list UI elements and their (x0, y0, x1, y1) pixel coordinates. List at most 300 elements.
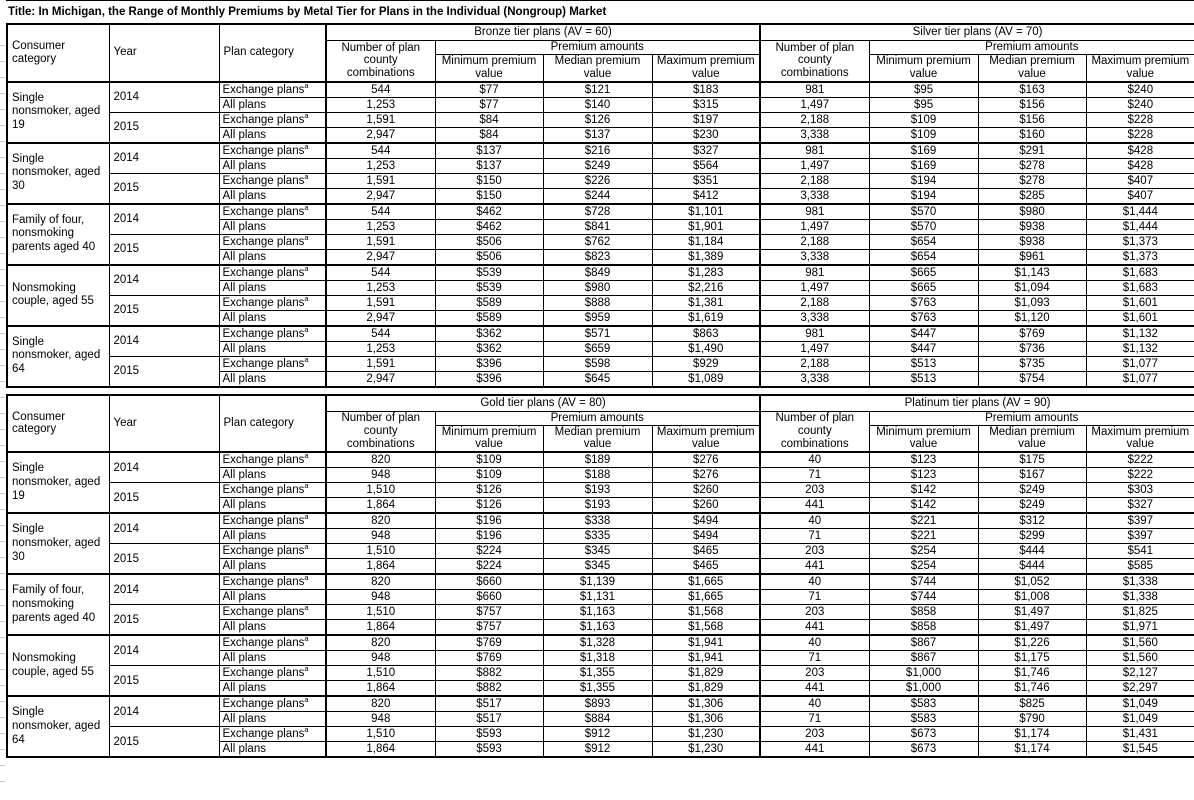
value-cell: $1,131 (543, 590, 652, 605)
table-row (7, 544, 1194, 559)
value-cell: $1,490 (652, 341, 760, 356)
table-row (7, 295, 1194, 310)
value-cell: 1,497 (760, 97, 869, 112)
value-cell: $754 (978, 371, 1086, 387)
value-cell: $769 (978, 326, 1086, 342)
value-cell: $912 (543, 727, 652, 742)
header-tier-group-2: Silver tier plans (AV = 70) (760, 24, 1194, 41)
value-cell: $841 (543, 219, 652, 234)
value-cell: $589 (435, 295, 543, 310)
value-cell: $396 (435, 371, 543, 387)
value-cell: $929 (652, 356, 760, 371)
plan-category-cell: All plans (219, 590, 326, 605)
value-cell: $673 (869, 742, 978, 758)
plan-category-cell: Exchange plans$^a$ (219, 295, 326, 310)
value-cell: $249 (978, 483, 1086, 498)
value-cell: $757 (435, 605, 543, 620)
value-cell: $583 (869, 712, 978, 727)
value-cell: $189 (543, 452, 652, 468)
plan-category-cell: Exchange plans$^a$ (219, 82, 326, 98)
consumer-category-cell: Nonsmoking couple, aged 55 (7, 265, 109, 326)
left-gutter (0, 30, 5, 782)
value-cell: 948 (326, 712, 435, 727)
value-cell: 441 (760, 742, 869, 758)
value-cell: 3,338 (760, 127, 869, 143)
value-cell: $825 (978, 696, 1086, 712)
plan-category-cell: All plans (219, 280, 326, 295)
plan-category-cell: All plans (219, 97, 326, 112)
value-cell: 1,591 (326, 112, 435, 127)
value-cell: $1,568 (652, 605, 760, 620)
value-cell: $121 (543, 82, 652, 98)
value-cell: $447 (869, 326, 978, 342)
plan-category-cell: All plans (219, 742, 326, 758)
plan-category-cell: Exchange plans$^a$ (219, 483, 326, 498)
value-cell: $571 (543, 326, 652, 342)
value-cell: $1,077 (1086, 371, 1194, 387)
footnote-superscript: a (304, 452, 309, 461)
value-cell: $95 (869, 82, 978, 98)
value-cell: 1,253 (326, 219, 435, 234)
value-cell: 1,510 (326, 544, 435, 559)
value-cell: $744 (869, 590, 978, 605)
header-consumer-category: Consumer category (7, 395, 109, 453)
header-minimum-premium: Minimum premium value (869, 425, 978, 452)
footnote-superscript: a (304, 513, 309, 522)
value-cell: $224 (435, 544, 543, 559)
header-maximum-premium: Maximum premium value (652, 425, 760, 452)
value-cell: $1,230 (652, 742, 760, 758)
header-premium-amounts: Premium amounts (869, 411, 1194, 425)
year-cell: 2015 (109, 112, 219, 143)
value-cell: $167 (978, 468, 1086, 483)
plan-category-cell: Exchange plans$^a$ (219, 112, 326, 127)
footnote-superscript: a (304, 543, 309, 552)
value-cell: $303 (1086, 483, 1194, 498)
consumer-category-cell: Family of four, nonsmoking parents aged 40 (7, 574, 109, 635)
value-cell: $1,941 (652, 651, 760, 666)
header-median-premium: Median premium value (978, 425, 1086, 452)
plan-category-cell: All plans (219, 681, 326, 697)
value-cell: $428 (1086, 158, 1194, 173)
header-median-premium: Median premium value (978, 54, 1086, 81)
value-cell: $1,163 (543, 620, 652, 636)
value-cell: $506 (435, 234, 543, 249)
consumer-category-cell: Single nonsmoker, aged 64 (7, 326, 109, 387)
table-row (7, 635, 1194, 651)
value-cell: $1,381 (652, 295, 760, 310)
value-cell: $462 (435, 219, 543, 234)
value-cell: 40 (760, 574, 869, 590)
value-cell: $2,297 (1086, 681, 1194, 697)
value-cell: $193 (543, 483, 652, 498)
value-cell: $345 (543, 544, 652, 559)
plan-category-cell: Exchange plans$^a$ (219, 574, 326, 590)
value-cell: $564 (652, 158, 760, 173)
table-row (7, 356, 1194, 371)
value-cell: $736 (978, 341, 1086, 356)
value-cell: $757 (435, 620, 543, 636)
value-cell: 2,188 (760, 234, 869, 249)
value-cell: $1,328 (543, 635, 652, 651)
value-cell: 1,864 (326, 559, 435, 575)
value-cell: 1,591 (326, 356, 435, 371)
table-row (7, 483, 1194, 498)
value-cell: 948 (326, 529, 435, 544)
plan-category-cell: Exchange plans$^a$ (219, 452, 326, 468)
value-cell: $123 (869, 452, 978, 468)
value-cell: 981 (760, 82, 869, 98)
value-cell: 981 (760, 204, 869, 220)
value-cell: $1,683 (1086, 280, 1194, 295)
plan-category-cell: All plans (219, 712, 326, 727)
value-cell: $126 (543, 112, 652, 127)
plan-category-cell: Exchange plans$^a$ (219, 326, 326, 342)
footnote-superscript: a (304, 665, 309, 674)
value-cell: $1,163 (543, 605, 652, 620)
table-row (7, 143, 1194, 159)
value-cell: 948 (326, 468, 435, 483)
value-cell: $763 (869, 295, 978, 310)
value-cell: 2,947 (326, 188, 435, 204)
value-cell: $938 (978, 219, 1086, 234)
value-cell: $884 (543, 712, 652, 727)
value-cell: 3,338 (760, 371, 869, 387)
value-cell: $1,283 (652, 265, 760, 281)
year-cell: 2014 (109, 635, 219, 666)
plan-category-cell: All plans (219, 188, 326, 204)
value-cell: 544 (326, 204, 435, 220)
value-cell: 40 (760, 696, 869, 712)
value-cell: $260 (652, 498, 760, 514)
value-cell: $1,355 (543, 681, 652, 697)
value-cell: $1,230 (652, 727, 760, 742)
value-cell: $1,077 (1086, 356, 1194, 371)
value-cell: $823 (543, 249, 652, 265)
value-cell: $222 (1086, 452, 1194, 468)
value-cell: $315 (652, 97, 760, 112)
year-cell: 2014 (109, 574, 219, 605)
value-cell: 1,253 (326, 97, 435, 112)
value-cell: $790 (978, 712, 1086, 727)
value-cell: $763 (869, 310, 978, 326)
value-cell: 71 (760, 468, 869, 483)
consumer-category-cell: Single nonsmoker, aged 30 (7, 143, 109, 204)
value-cell: $221 (869, 513, 978, 529)
plan-category-cell: Exchange plans$^a$ (219, 204, 326, 220)
value-cell: $1,683 (1086, 265, 1194, 281)
plan-category-cell: Exchange plans$^a$ (219, 666, 326, 681)
value-cell: $1,568 (652, 620, 760, 636)
value-cell: $137 (435, 158, 543, 173)
value-cell: $278 (978, 158, 1086, 173)
plan-category-cell: All plans (219, 620, 326, 636)
value-cell: $762 (543, 234, 652, 249)
value-cell: $1,000 (869, 666, 978, 681)
value-cell: $1,338 (1086, 590, 1194, 605)
value-cell: 40 (760, 635, 869, 651)
year-cell: 2014 (109, 143, 219, 174)
value-cell: $882 (435, 681, 543, 697)
value-cell: $249 (543, 158, 652, 173)
year-cell: 2014 (109, 696, 219, 727)
table-row (7, 234, 1194, 249)
value-cell: $858 (869, 605, 978, 620)
value-cell: $645 (543, 371, 652, 387)
value-cell: $1,338 (1086, 574, 1194, 590)
header-plan-category: Plan category (219, 24, 326, 82)
value-cell: $583 (869, 696, 978, 712)
value-cell: 544 (326, 82, 435, 98)
header-year: Year (109, 24, 219, 82)
value-cell: $660 (435, 590, 543, 605)
value-cell: $1,008 (978, 590, 1086, 605)
header-consumer-category: Consumer category (7, 24, 109, 82)
consumer-category-cell: Single nonsmoker, aged 30 (7, 513, 109, 574)
value-cell: $462 (435, 204, 543, 220)
value-cell: 441 (760, 498, 869, 514)
value-cell: $893 (543, 696, 652, 712)
value-cell: $327 (652, 143, 760, 159)
value-cell: 71 (760, 590, 869, 605)
value-cell: $109 (435, 468, 543, 483)
header-row-tiers (7, 395, 1194, 412)
value-cell: $240 (1086, 97, 1194, 112)
value-cell: 2,947 (326, 249, 435, 265)
value-cell: $465 (652, 559, 760, 575)
header-combinations: Number of plan county combinations (326, 41, 435, 82)
value-cell: $183 (652, 82, 760, 98)
header-maximum-premium: Maximum premium value (652, 54, 760, 81)
value-cell: 820 (326, 452, 435, 468)
value-cell: $585 (1086, 559, 1194, 575)
consumer-category-cell: Nonsmoking couple, aged 55 (7, 635, 109, 696)
value-cell: $1,971 (1086, 620, 1194, 636)
value-cell: $665 (869, 280, 978, 295)
plan-category-cell: All plans (219, 158, 326, 173)
value-cell: $169 (869, 143, 978, 159)
header-tier-group-2: Platinum tier plans (AV = 90) (760, 395, 1194, 412)
value-cell: $1,746 (978, 681, 1086, 697)
value-cell: 1,510 (326, 727, 435, 742)
value-cell: $2,216 (652, 280, 760, 295)
year-cell: 2015 (109, 173, 219, 204)
value-cell: $1,139 (543, 574, 652, 590)
value-cell: 203 (760, 544, 869, 559)
table-row (7, 727, 1194, 742)
value-cell: 40 (760, 452, 869, 468)
value-cell: $244 (543, 188, 652, 204)
plan-category-cell: All plans (219, 559, 326, 575)
year-cell: 2015 (109, 544, 219, 575)
value-cell: 1,864 (326, 620, 435, 636)
value-cell: $665 (869, 265, 978, 281)
value-cell: $517 (435, 712, 543, 727)
plan-category-cell: All plans (219, 651, 326, 666)
value-cell: $150 (435, 188, 543, 204)
header-combinations: Number of plan county combinations (326, 411, 435, 452)
year-cell: 2015 (109, 234, 219, 265)
consumer-category-cell: Single nonsmoker, aged 19 (7, 82, 109, 143)
footnote-superscript: a (304, 356, 309, 364)
value-cell: $1,619 (652, 310, 760, 326)
footnote-superscript: a (304, 696, 309, 705)
value-cell: $494 (652, 529, 760, 544)
value-cell: 40 (760, 513, 869, 529)
value-cell: $465 (652, 544, 760, 559)
value-cell: $312 (978, 513, 1086, 529)
value-cell: $961 (978, 249, 1086, 265)
plan-category-cell: Exchange plans$^a$ (219, 696, 326, 712)
value-cell: $1,444 (1086, 219, 1194, 234)
value-cell: $513 (869, 356, 978, 371)
value-cell: $1,545 (1086, 742, 1194, 758)
value-cell: 1,497 (760, 158, 869, 173)
value-cell: $506 (435, 249, 543, 265)
value-cell: $494 (652, 513, 760, 529)
table-row (7, 666, 1194, 681)
plan-category-cell: All plans (219, 468, 326, 483)
value-cell: $769 (435, 651, 543, 666)
footnote-superscript: a (304, 604, 309, 613)
year-cell: 2014 (109, 204, 219, 235)
value-cell: 1,497 (760, 219, 869, 234)
footnote-superscript: a (304, 234, 309, 242)
value-cell: 203 (760, 727, 869, 742)
header-maximum-premium: Maximum premium value (1086, 54, 1194, 81)
header-tier-group-1: Gold tier plans (AV = 80) (326, 395, 760, 412)
value-cell: $1,825 (1086, 605, 1194, 620)
footnote-superscript: a (304, 81, 309, 90)
value-cell: $123 (869, 468, 978, 483)
value-cell: $254 (869, 544, 978, 559)
value-cell: $1,132 (1086, 341, 1194, 356)
footnote-superscript: a (304, 325, 309, 334)
value-cell: $769 (435, 635, 543, 651)
value-cell: $285 (978, 188, 1086, 204)
value-cell: $224 (435, 559, 543, 575)
value-cell: 203 (760, 483, 869, 498)
value-cell: $593 (435, 742, 543, 758)
value-cell: 820 (326, 513, 435, 529)
value-cell: $188 (543, 468, 652, 483)
plan-category-cell: All plans (219, 498, 326, 514)
value-cell: $327 (1086, 498, 1194, 514)
value-cell: $196 (435, 513, 543, 529)
value-cell: $728 (543, 204, 652, 220)
value-cell: $912 (543, 742, 652, 758)
value-cell: $254 (869, 559, 978, 575)
value-cell: $137 (543, 127, 652, 143)
value-cell: $291 (978, 143, 1086, 159)
value-cell: $980 (978, 204, 1086, 220)
value-cell: 981 (760, 326, 869, 342)
value-cell: $160 (978, 127, 1086, 143)
value-cell: $196 (435, 529, 543, 544)
value-cell: $194 (869, 173, 978, 188)
table-row (7, 452, 1194, 468)
value-cell: $654 (869, 234, 978, 249)
plan-category-cell: Exchange plans$^a$ (219, 605, 326, 620)
table-row (7, 82, 1194, 98)
value-cell: 1,497 (760, 280, 869, 295)
header-combinations: Number of plan county combinations (760, 41, 869, 82)
page-title: Title: In Michigan, the Range of Monthly Premiums by Metal Tier for Plans in the Individual (Nongroup) Market (6, 0, 1194, 23)
value-cell: $351 (652, 173, 760, 188)
value-cell: $959 (543, 310, 652, 326)
value-cell: $1,120 (978, 310, 1086, 326)
value-cell: $1,431 (1086, 727, 1194, 742)
value-cell: 544 (326, 265, 435, 281)
value-cell: $660 (435, 574, 543, 590)
value-cell: $1,049 (1086, 712, 1194, 727)
value-cell: $335 (543, 529, 652, 544)
footnote-superscript: a (304, 203, 309, 212)
footnote-superscript: a (304, 574, 309, 583)
value-cell: $539 (435, 265, 543, 281)
value-cell: $1,373 (1086, 234, 1194, 249)
value-cell: $249 (978, 498, 1086, 514)
value-cell: $1,829 (652, 666, 760, 681)
header-minimum-premium: Minimum premium value (869, 54, 978, 81)
value-cell: $412 (652, 188, 760, 204)
table-row (7, 173, 1194, 188)
value-cell: 2,188 (760, 356, 869, 371)
value-cell: $1,052 (978, 574, 1086, 590)
value-cell: $338 (543, 513, 652, 529)
value-cell: $163 (978, 82, 1086, 98)
premium-table-gold-platinum (6, 394, 1194, 759)
value-cell: $1,132 (1086, 326, 1194, 342)
value-cell: 1,510 (326, 605, 435, 620)
value-cell: 71 (760, 712, 869, 727)
value-cell: $276 (652, 468, 760, 483)
value-cell: $1,444 (1086, 204, 1194, 220)
footnote-superscript: a (304, 142, 309, 151)
value-cell: $407 (1086, 173, 1194, 188)
value-cell: $228 (1086, 112, 1194, 127)
value-cell: 2,947 (326, 127, 435, 143)
premium-table-bronze-silver (6, 23, 1194, 388)
value-cell: $539 (435, 280, 543, 295)
value-cell: $513 (869, 371, 978, 387)
table-row (7, 574, 1194, 590)
value-cell: 981 (760, 265, 869, 281)
value-cell: $156 (978, 97, 1086, 112)
value-cell: $142 (869, 498, 978, 514)
header-combinations: Number of plan county combinations (760, 411, 869, 452)
value-cell: $867 (869, 651, 978, 666)
value-cell: $444 (978, 544, 1086, 559)
value-cell: $126 (435, 498, 543, 514)
table-row (7, 513, 1194, 529)
value-cell: 948 (326, 590, 435, 605)
value-cell: $1,497 (978, 620, 1086, 636)
value-cell: $397 (1086, 529, 1194, 544)
value-cell: $77 (435, 82, 543, 98)
value-cell: $407 (1086, 188, 1194, 204)
value-cell: $276 (652, 452, 760, 468)
value-cell: 948 (326, 651, 435, 666)
value-cell: $109 (869, 112, 978, 127)
value-cell: $278 (978, 173, 1086, 188)
footnote-superscript: a (304, 112, 309, 120)
value-cell: $570 (869, 219, 978, 234)
value-cell: $397 (1086, 513, 1194, 529)
value-cell: $77 (435, 97, 543, 112)
footnote-superscript: a (304, 635, 309, 644)
value-cell: $744 (869, 574, 978, 590)
